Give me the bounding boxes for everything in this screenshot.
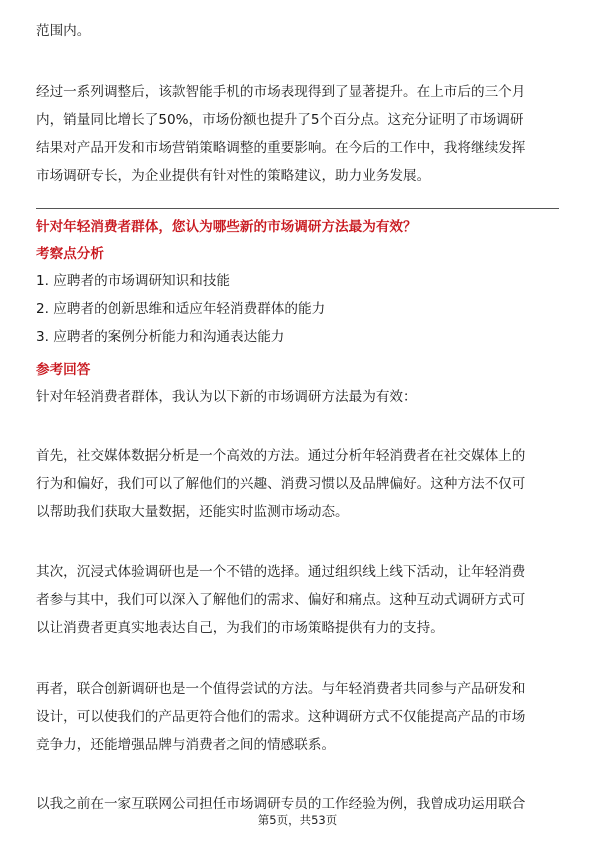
para4-line-1: 以我之前在一家互联网公司担任市场调研专员的工作经验为例，我曾成功运用联合 xyxy=(36,796,526,812)
para2-line-2: 者参与其中，我们可以深入了解他们的需求、偏好和痛点。这种互动式调研方式可 xyxy=(36,592,526,608)
intro-tail-text: 范围内。 xyxy=(36,23,91,39)
result-line-2: 内，销量同比增长了50%，市场份额也提升了5个百分点。这充分证明了市场调研 xyxy=(36,112,524,128)
section-divider xyxy=(36,208,559,209)
para1-line-2: 行为和偏好，我们可以了解他们的兴趣、消费习惯以及品牌偏好。这种方法不仅可 xyxy=(36,476,526,492)
para3-line-1: 再者，联合创新调研也是一个值得尝试的方法。与年轻消费者共同参与产品研发和 xyxy=(36,681,526,697)
result-line-1: 经过一系列调整后，该款智能手机的市场表现得到了显著提升。在上市后的三个月 xyxy=(36,84,526,100)
analysis-item-2: 2. 应聘者的创新思维和适应年轻消费群体的能力 xyxy=(36,301,326,317)
answer-intro: 针对年轻消费者群体，我认为以下新的市场调研方法最为有效： xyxy=(36,389,417,405)
result-line-4: 市场调研专长，为企业提供有针对性的策略建议，助力业务发展。 xyxy=(36,168,431,184)
para2-line-1: 其次，沉浸式体验调研也是一个不错的选择。通过组织线上线下活动，让年轻消费 xyxy=(36,564,526,580)
para3-line-3: 竞争力，还能增强品牌与消费者之间的情感联系。 xyxy=(36,737,336,753)
para2-line-3: 以让消费者更真实地表达自己，为我们的市场策略提供有力的支持。 xyxy=(36,620,444,636)
para3-line-2: 设计，可以使我们的产品更符合他们的需求。这种调研方式不仅能提高产品的市场 xyxy=(36,709,526,725)
answer-heading: 参考回答 xyxy=(36,362,91,378)
result-line-3: 结果对产品开发和市场营销策略调整的重要影响。在今后的工作中，我将继续发挥 xyxy=(36,140,526,156)
para1-line-1: 首先，社交媒体数据分析是一个高效的方法。通过分析年轻消费者在社交媒体上的 xyxy=(36,448,526,464)
analysis-item-3: 3. 应聘者的案例分析能力和沟通表达能力 xyxy=(36,329,285,345)
analysis-item-1: 1. 应聘者的市场调研知识和技能 xyxy=(36,273,231,289)
page-footer: 第5页，共53页 xyxy=(257,813,338,827)
para1-line-3: 以帮助我们获取大量数据，还能实时监测市场动态。 xyxy=(36,504,349,520)
question-heading: 针对年轻消费者群体，您认为哪些新的市场调研方法最为有效？ xyxy=(36,219,417,235)
analysis-heading: 考察点分析 xyxy=(36,246,104,262)
